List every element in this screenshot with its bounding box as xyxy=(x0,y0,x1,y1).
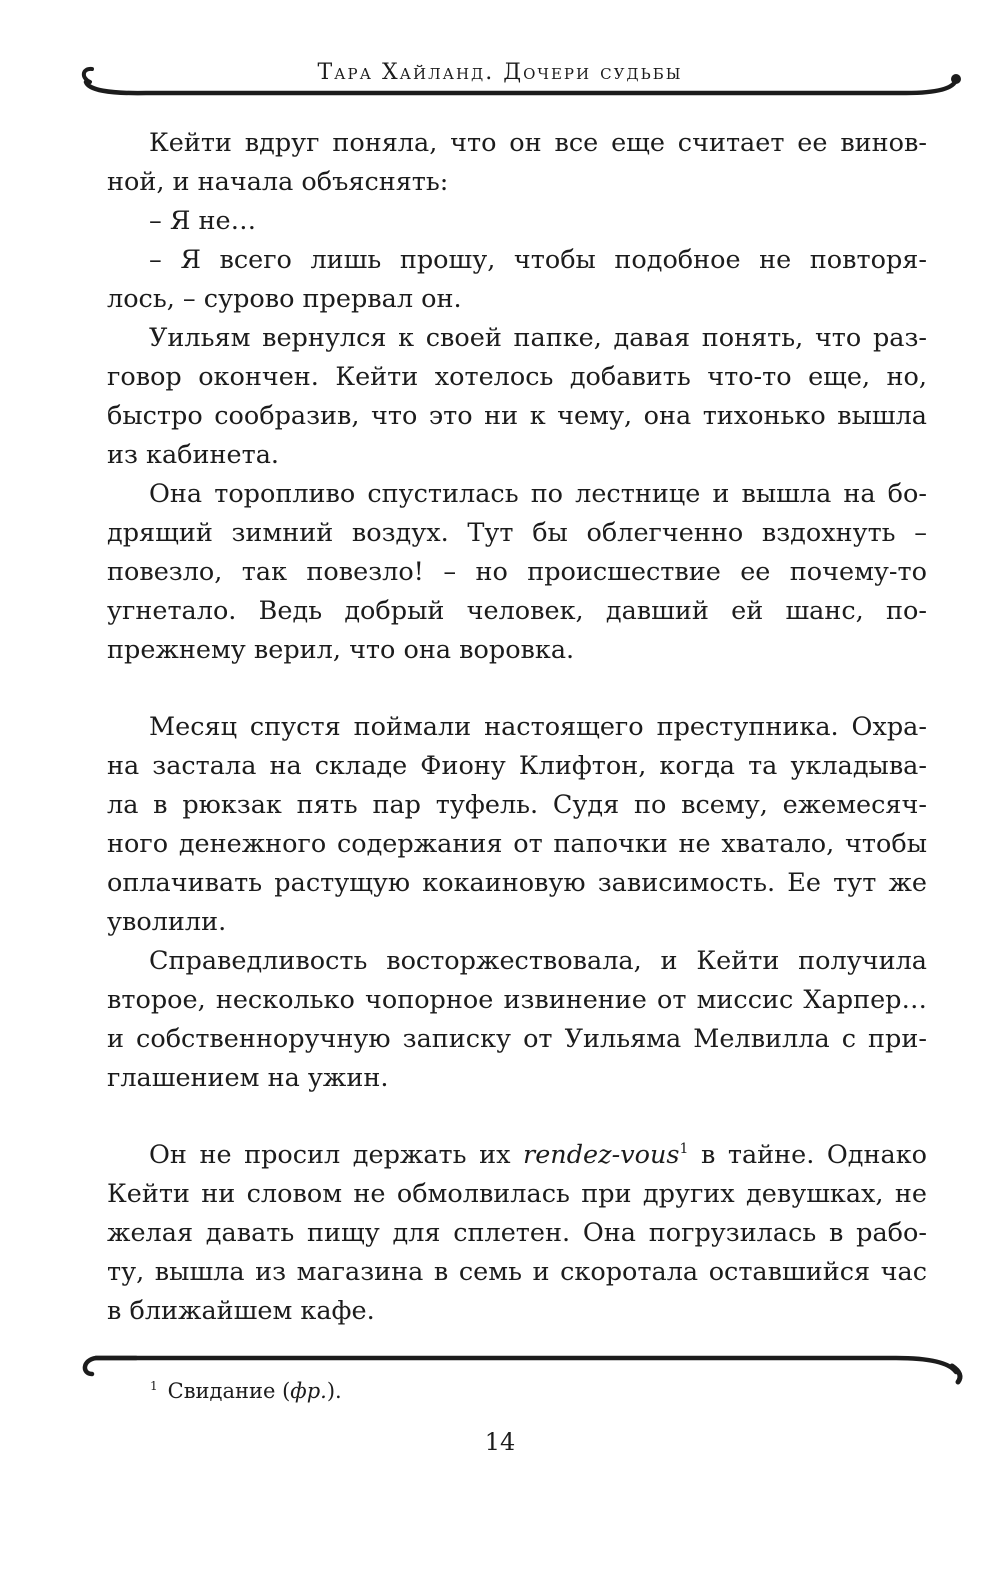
text-line: ной, и начала объяснять: xyxy=(107,167,449,197)
text-line: ла в рюкзак пять пар туфель. Судя по всему, ежемесяч- xyxy=(107,790,927,820)
text-line: Она торопливо спустилась по лестнице и вышла на бо- xyxy=(149,479,927,509)
text-line: говор окончен. Кейти хотелось добавить что-то еще, но, xyxy=(107,362,927,392)
running-header: Тара Хайланд. Дочери судьбы xyxy=(317,60,683,85)
footnote-text: Свидание ( xyxy=(167,1379,291,1403)
text-line: оплачивать растущую кокаиновую зависимость. Ее тут же xyxy=(107,868,927,898)
text-line-with-footnote-ref xyxy=(107,1136,927,1175)
text-line: желая давать пищу для сплетен. Она погрузилась в рабо- xyxy=(107,1218,927,1248)
text-line: Справедливость восторжествовала, и Кейти получила xyxy=(149,946,927,976)
text-line: – Я всего лишь прошу, чтобы подобное не повторя- xyxy=(149,245,927,275)
footnote-reference: 1 xyxy=(679,1141,689,1157)
text-line: на застала на складе Фиону Клифтон, когда та укладыва- xyxy=(107,751,927,781)
text-line: и собственноручную записку от Уильяма Мелвилла с при- xyxy=(107,1024,927,1054)
footnote-italic: фр. xyxy=(290,1379,327,1403)
text-line: в ближайшем кафе. xyxy=(107,1296,375,1326)
header-rule xyxy=(76,60,966,104)
page-number: 14 xyxy=(484,1428,516,1456)
text-line: угнетало. Ведь добрый человек, давший ей шанс, по- xyxy=(107,596,927,626)
text-line: прежнему верил, что она воровка. xyxy=(107,635,575,665)
italic-phrase: rendez-vous xyxy=(523,1140,680,1170)
text-line: Уильям вернулся к своей папке, давая понять, что раз- xyxy=(149,323,927,353)
text-line: второе, несколько чопорное извинение от миссис Харпер… xyxy=(107,985,927,1015)
text-line: из кабинета. xyxy=(107,440,280,470)
text-line: Кейти вдруг поняла, что он все еще считает ее винов- xyxy=(149,128,927,158)
text-line: дрящий зимний воздух. Тут бы облегченно вздохнуть – xyxy=(107,518,927,548)
text-fragment: Он не просил держать их xyxy=(149,1140,524,1170)
text-line: лось, – сурово прервал он. xyxy=(107,284,462,314)
text-line: ного денежного содержания от папочки не хватало, чтобы xyxy=(107,829,927,859)
text-line: Кейти ни словом не обмолвилась при других девушках, не xyxy=(107,1179,927,1209)
text-line: – Я не… xyxy=(149,206,257,236)
text-line: глашением на ужин. xyxy=(107,1063,389,1093)
text-line: ту, вышла из магазина в семь и скоротала оставшийся час xyxy=(107,1257,927,1287)
text-fragment: в тайне. Однако xyxy=(688,1140,927,1170)
text-line: повезло, так повезло! – но происшествие ее почему-то xyxy=(107,557,927,587)
body-text xyxy=(107,124,927,1331)
footnote-marker: 1 xyxy=(150,1379,158,1393)
text-line: уволили. xyxy=(107,907,227,937)
text-line: быстро сообразив, что это ни к чему, она тихонько вышла xyxy=(107,401,927,431)
footnote-text-end: ). xyxy=(326,1379,342,1403)
footnote xyxy=(150,1379,342,1403)
text-line: Месяц спустя поймали настоящего преступника. Охра- xyxy=(149,712,927,742)
